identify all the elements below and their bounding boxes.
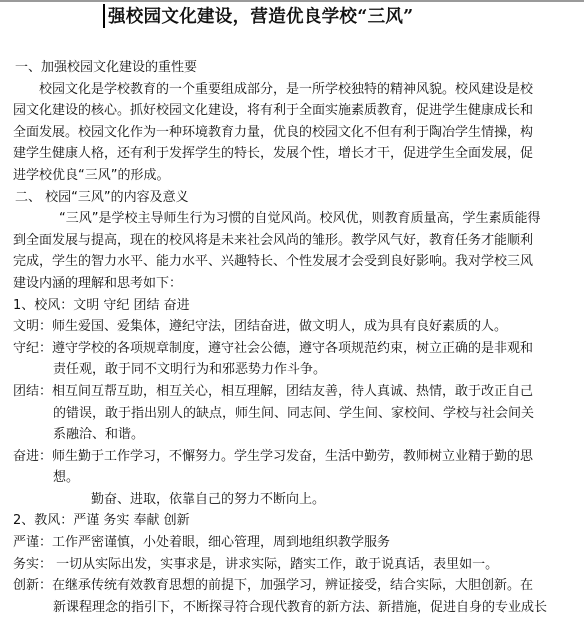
definition-line: 严谨：工作严密谨慎，小处着眼，细心管理，周到地组织教学服务: [13, 535, 391, 551]
paragraph-line: 全面发展。校园文化作为一种环境教育力量，优良的校园文化不但有利于陶冶学生情操，构: [13, 124, 534, 140]
paragraph-line: 建学生健康人格，还有利于发挥学生的特长，发展个性，增长才干，促进学生全面发展，促: [13, 146, 534, 162]
definition-continuation: 系融洽、和谐。: [53, 427, 145, 443]
paragraph-line: “三风”是学校主导师生行为习惯的自觉风尚。校风优，则教育质量高，学生素质能得: [59, 211, 541, 227]
document-title: 强校园文化建设，营造优良学校“三风”: [108, 7, 414, 27]
definition-line: 奋进：师生勤于工作学习，不懈努力。学生学习发奋，生活中勤劳，教师树立业精于勤的思: [13, 448, 534, 464]
paragraph-line: 建设内涵的理解和思考如下：: [13, 275, 183, 291]
definition-line: 创新：在继承传统有效教育思想的前提下，加强学习，辨证接受，结合实际，大胆创新。在: [13, 578, 534, 594]
definition-continuation: 新课程理念的指引下，不断探寻符合现代教育的新方法、新措施，促进自身的专业成长: [53, 599, 548, 615]
subheading-teaching-spirit: 2、教风：严谨 务实 奉献 创新: [13, 513, 190, 529]
definition-line: 文明：师生爱国、爱集体，遵纪守法，团结奋进，做文明人，成为具有良好素质的人。: [13, 319, 508, 335]
definition-continuation: 责任观，敢于同不文明行为和邪恶势力作斗争。: [53, 362, 327, 378]
top-border: [0, 0, 584, 2]
paragraph-line: 完成，学生的智力水平、能力水平、兴趣特长、个性发展才会受到良好影响。我对学校三风: [13, 254, 534, 270]
paragraph-line: 进学校优良“三风”的形成。: [13, 167, 170, 183]
text-cursor: [103, 4, 105, 28]
paragraph-line: 到全面发展与提高，现在的校风将是未来社会风尚的雏形。教学风气好，教育任务才能顺利: [13, 232, 534, 248]
paragraph-line: 校园文化是学校教育的一个重要组成部分，是一所学校独特的精神风貌。校风建设是校: [39, 81, 534, 97]
definition-line: 守纪：遵守学校的各项规章制度，遵守社会公德，遵守各项规范约束，树立正确的是非观和: [13, 340, 534, 356]
subheading-school-spirit: 1、校风：文明 守纪 团结 奋进: [13, 297, 190, 313]
definition-line: 团结：相互间互帮互助，相互关心，相互理解，团结友善，待人真诚、热情，敢于改正自己: [13, 383, 534, 399]
definition-continuation: 的错误，敢于指出别人的缺点，师生间、同志间、学生间、家校间、学校与社会间关: [53, 405, 535, 421]
section-heading-1: 一、加强校园文化建设的重性要: [15, 60, 198, 75]
definition-line: 务实： 一切从实际出发，实事求是，讲求实际，踏实工作，敢于说真话，表里如一。: [13, 556, 499, 572]
document-body: [13, 57, 579, 618]
definition-continuation: 勤奋、进取，依靠自己的努力不断向上。: [91, 491, 326, 507]
definition-continuation: 想。: [53, 470, 80, 486]
paragraph-line: 园文化建设的核心。抓好校园文化建设，将有利于全面实施素质教育，促进学生健康成长和: [13, 103, 534, 119]
section-heading-2: 二、 校园“三风”的内容及意义: [15, 189, 189, 205]
